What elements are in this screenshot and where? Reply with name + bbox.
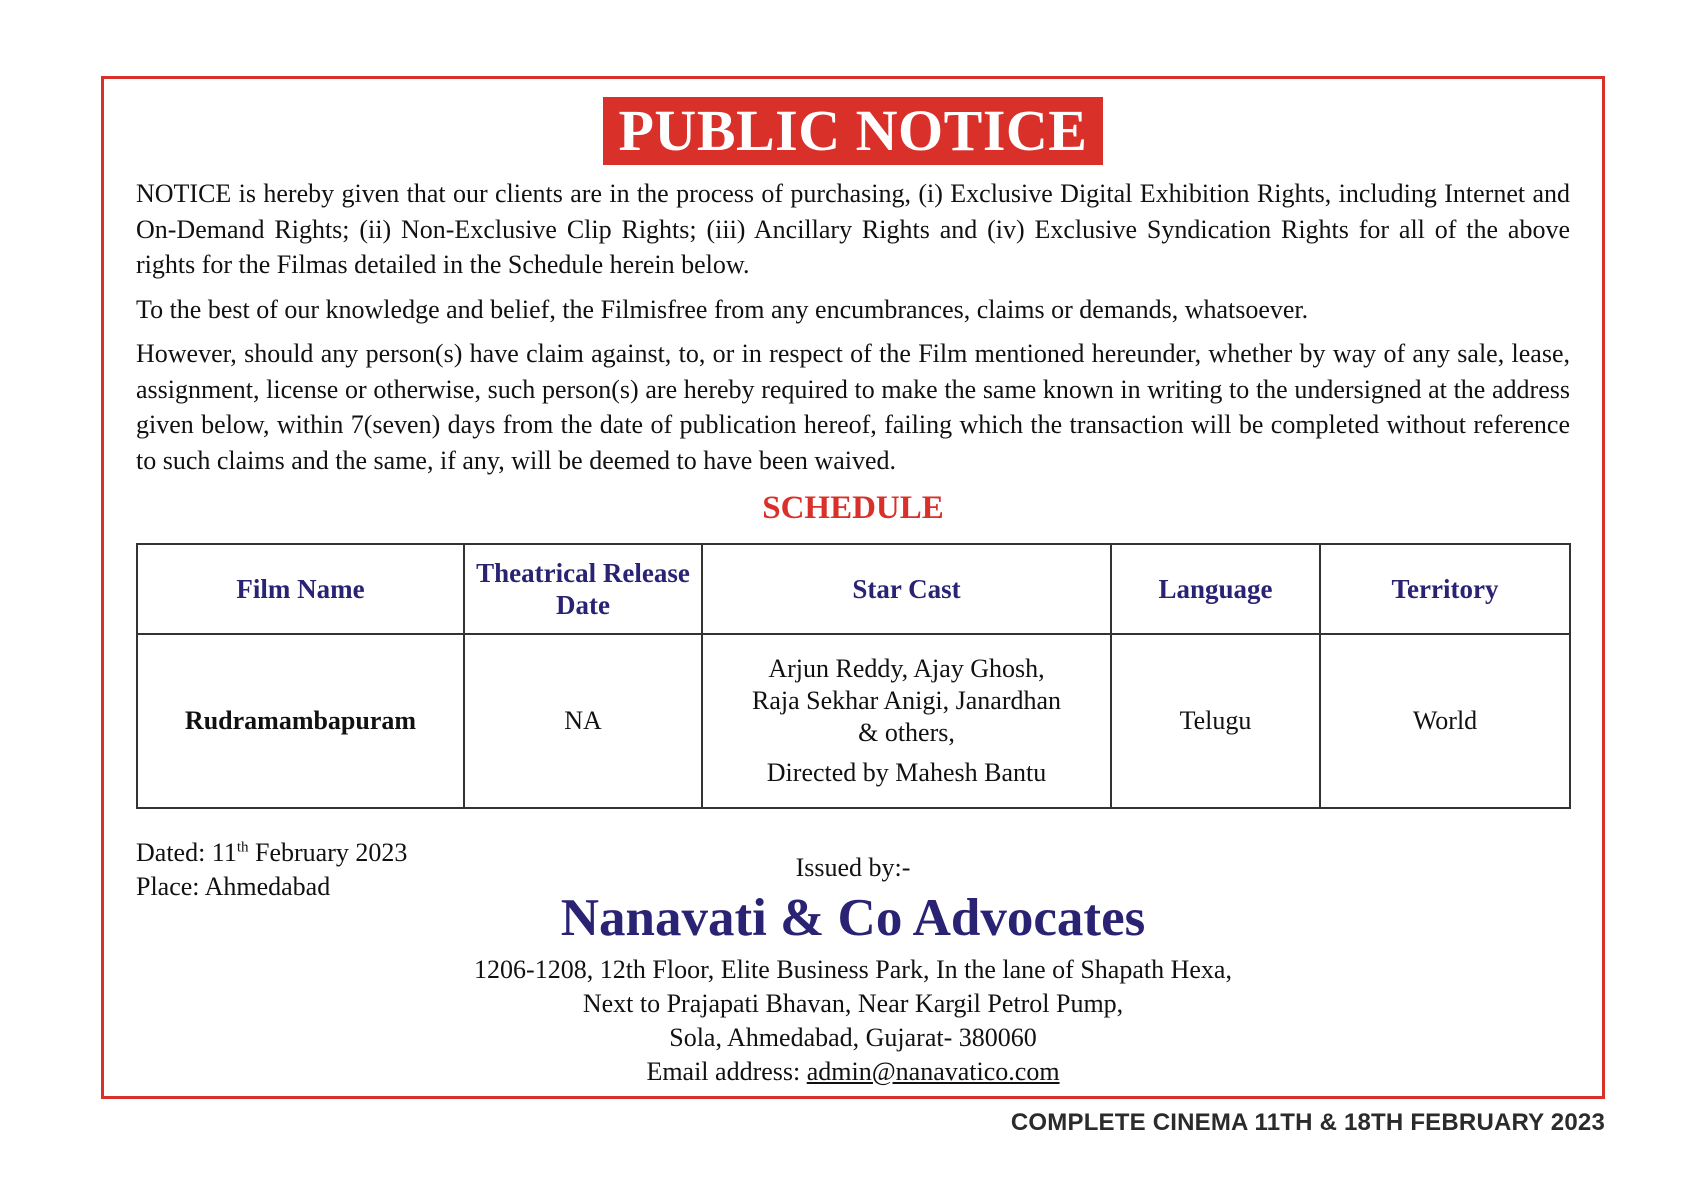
place-line: Place: Ahmedabad bbox=[136, 872, 331, 901]
title-wrap bbox=[104, 97, 1602, 165]
notice-frame bbox=[101, 76, 1605, 1099]
notice-title: PUBLIC NOTICE bbox=[603, 97, 1104, 165]
cell-star-cast bbox=[702, 634, 1111, 808]
header-film-name: Film Name bbox=[137, 544, 464, 634]
schedule-header-row bbox=[137, 544, 1570, 634]
table-row bbox=[137, 634, 1570, 808]
notice-body bbox=[136, 176, 1570, 487]
cast-line: Arjun Reddy, Ajay Ghosh, bbox=[768, 654, 1045, 683]
cast-line: Raja Sekhar Anigi, Janardhan bbox=[751, 686, 1062, 715]
director-line: Directed by Mahesh Bantu bbox=[766, 758, 1047, 787]
dated-prefix: Dated: 11 bbox=[136, 838, 237, 867]
cell-film-name: Rudramambapuram bbox=[137, 634, 464, 808]
header-star-cast: Star Cast bbox=[702, 544, 1111, 634]
schedule-title: SCHEDULE bbox=[762, 490, 944, 526]
notice-paragraph-1: NOTICE is hereby given that our clients are in the process of purchasing, (i) Exclusive Digital Exhibition Rights, including Internet and On-Demand Rights; (ii) Non-Exclusive Clip Rights; (iii) Ancillary Rights and (iv) Exclusive Syndication Rights for all of the above rights for the Filmas detailed in the Schedule herein below. bbox=[136, 179, 1570, 279]
header-release-date: Theatrical Release Date bbox=[464, 544, 702, 634]
notice-paragraph-3: However, should any person(s) have claim against, to, or in respect of the Film mentioned hereunder, whether by way of any sale, lease, assignment, license or otherwise, such person(s) are hereby required to make the same known in writing to the undersigned at the address given below, within 7(seven) days from the date of publication hereof, failing which the transaction will be completed without reference to such claims and the same, if any, will be deemed to have been waived. bbox=[136, 339, 1570, 475]
cell-release-date: NA bbox=[464, 634, 702, 808]
dated-ordinal: th bbox=[236, 839, 249, 856]
cell-language: Telugu bbox=[1111, 634, 1320, 808]
cell-territory: World bbox=[1320, 634, 1570, 808]
issued-by-label: Issued by:- bbox=[795, 853, 911, 882]
email-label: Email address: bbox=[646, 1057, 807, 1086]
publication-line: COMPLETE CINEMA 11TH & 18TH FEBRUARY 2023 bbox=[1010, 1109, 1605, 1136]
address-line: 1206-1208, 12th Floor, Elite Business Park, In the lane of Shapath Hexa, bbox=[474, 955, 1232, 984]
cast-line: & others, bbox=[858, 718, 955, 747]
header-territory: Territory bbox=[1320, 544, 1570, 634]
email-link[interactable]: admin@nanavatico.com bbox=[806, 1057, 1060, 1086]
email-line bbox=[104, 1055, 1602, 1089]
dated-rest: February 2023 bbox=[248, 838, 408, 867]
header-language: Language bbox=[1111, 544, 1320, 634]
address-line: Next to Prajapati Bhavan, Near Kargil Petrol Pump, bbox=[582, 989, 1124, 1018]
address-line: Sola, Ahmedabad, Gujarat- 380060 bbox=[669, 1023, 1037, 1052]
issuer-block bbox=[104, 851, 1602, 1089]
notice-paragraph-2: To the best of our knowledge and belief, the Filmisfree from any encumbrances, claims or demands, whatsoever. bbox=[136, 294, 1309, 324]
firm-name: Nanavati & Co Advocates bbox=[560, 889, 1146, 947]
schedule-table bbox=[136, 543, 1571, 809]
